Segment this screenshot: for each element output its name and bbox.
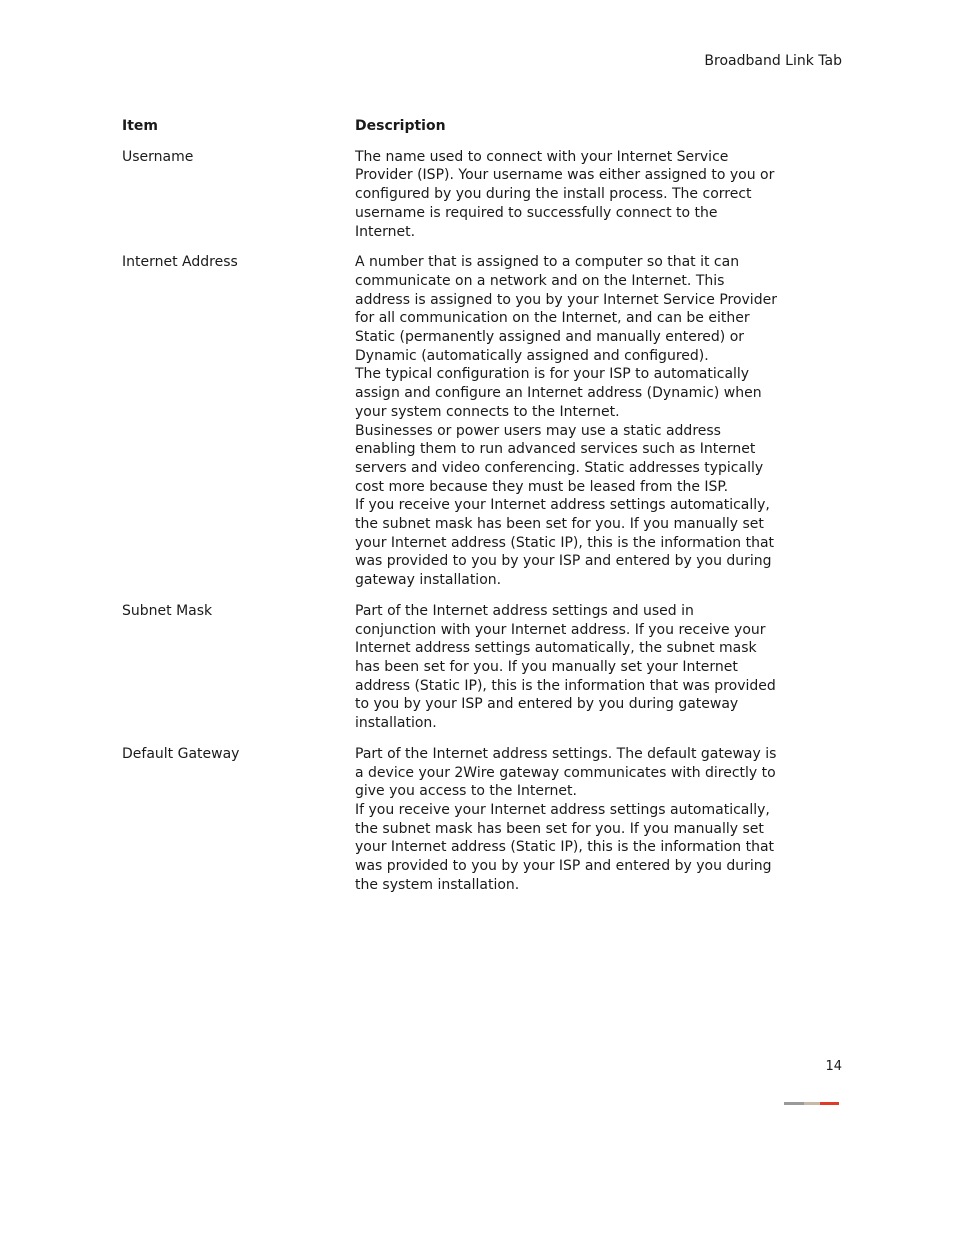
item-description bbox=[355, 602, 777, 733]
description-paragraph: If you receive your Internet address settings automatically, the subnet mask has been set for you. If you manually set your Internet address (Static IP), this is the information that was provided to you by your ISP and entered by you during the system installation. bbox=[355, 801, 775, 893]
item-description bbox=[355, 253, 777, 590]
table-row-username bbox=[122, 148, 782, 242]
accent-segment-gray bbox=[784, 1102, 804, 1105]
item-label: Subnet Mask bbox=[122, 602, 213, 619]
item-label: Internet Address bbox=[122, 254, 238, 271]
description-paragraph: The typical configuration is for your ISP to automatically assign and configure an Internet address (Dynamic) when your system connects to the Internet. bbox=[355, 366, 762, 420]
item-description bbox=[355, 148, 777, 242]
description-paragraph: The name used to connect with your Internet Service Provider (ISP). Your username was either assigned to you or configured by you during the install process. The correct username is required to successfully connect to the Internet. bbox=[355, 148, 775, 240]
column-header-description: Description bbox=[355, 118, 446, 134]
description-table bbox=[122, 117, 782, 906]
description-paragraph: Businesses or power users may use a static address enabling them to run advanced services such as Internet servers and video conferencing. Static addresses typically cost more because they must be leased from the ISP. bbox=[355, 422, 764, 495]
description-paragraph: A number that is assigned to a computer so that it can communicate on a network and on the Internet. This address is assigned to you by your Internet Service Provider for all communication on the Internet, and can be either Static (permanently assigned and manually entered) or Dynamic (automatically assigned and configured). bbox=[355, 254, 777, 364]
description-paragraph: If you receive your Internet address settings automatically, the subnet mask has been set for you. If you manually set your Internet address (Static IP), this is the information that was provided to you by your ISP and entered by you during gateway installation. bbox=[355, 497, 775, 589]
item-label: Default Gateway bbox=[122, 745, 240, 762]
item-description bbox=[355, 745, 777, 895]
page-number: 14 bbox=[825, 1059, 842, 1074]
table-row-subnet-mask bbox=[122, 602, 782, 733]
running-header: Broadband Link Tab bbox=[704, 53, 842, 69]
table-row-internet-address bbox=[122, 253, 782, 590]
item-label: Username bbox=[122, 148, 194, 165]
table-header-row bbox=[122, 117, 782, 136]
accent-segment-red bbox=[820, 1102, 839, 1105]
accent-segment-tan bbox=[804, 1102, 820, 1105]
description-paragraph: Part of the Internet address settings. The default gateway is a device your 2Wire gateway communicates with directly to give you access to the Internet. bbox=[355, 745, 777, 800]
description-paragraph: Part of the Internet address settings and used in conjunction with your Internet address. If you receive your Internet address settings automatically, the subnet mask has been set for you. If you manually set your Internet address (Static IP), this is the information that was provided to you by your ISP and entered by you during gateway installation. bbox=[355, 602, 776, 732]
table-row-default-gateway bbox=[122, 745, 782, 895]
column-header-item: Item bbox=[122, 118, 158, 134]
footer-accent-bar bbox=[784, 1102, 839, 1105]
